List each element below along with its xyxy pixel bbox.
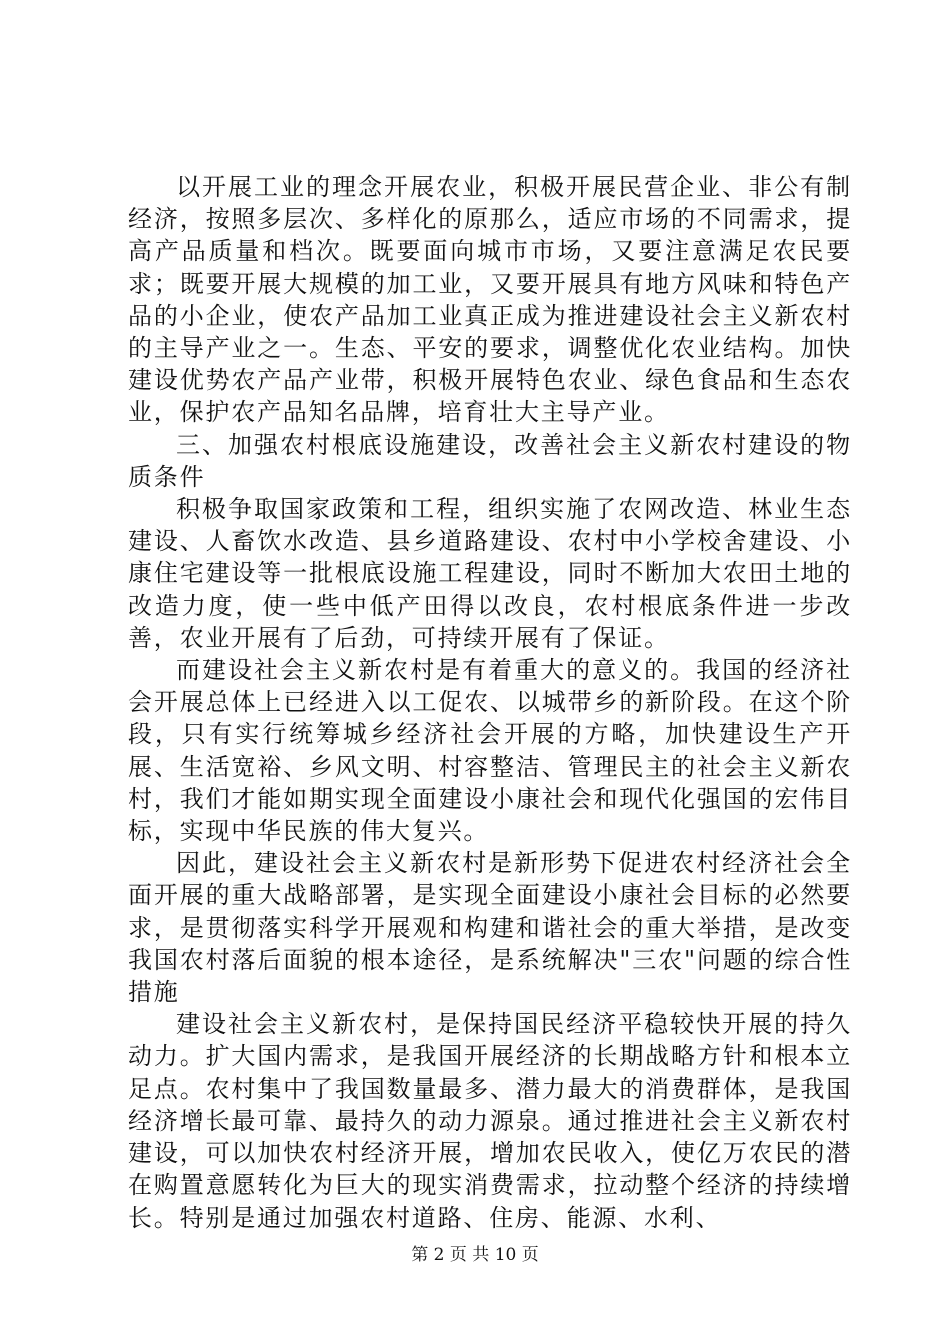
paragraph-economic-growth: 建设社会主义新农村，是保持国民经济平稳较快开展的持久动力。扩大国内需求，是我国开展经济的长期战略方针和根本立足点。农村集中了我国数量最多、潜力最大的消费群体，是我国经济增长最可靠、最持久的动力源泉。通过推进社会主义新农村建设，可以加快农村经济开展，增加农民收入，使亿万农民的潜在购置意愿转化为巨大的现实消费需求，拉动整个经济的持续增长。特别是通过加强农村道路、住房、能源、水利、 <box>128 1010 852 1232</box>
section-heading-infrastructure: 三、加强农村根底设施建设，改善社会主义新农村建设的物质条件 <box>128 430 852 491</box>
document-body <box>128 171 852 1234</box>
paragraph-infrastructure-projects: 积极争取国家政策和工程，组织实施了农网改造、林业生态建设、人畜饮水改造、县乡道路建设、农村中小学校舍建设、小康住宅建设等一批根底设施工程建设，同时不断加大农田土地的改造力度，使一些中低产田得以改良，农村根底条件进一步改善，农业开展有了后劲，可持续开展有了保证。 <box>128 495 852 652</box>
paragraph-significance: 而建设社会主义新农村是有着重大的意义的。我国的经济社会开展总体上已经进入以工促农、以城带乡的新阶段。在这个阶段，只有实行统筹城乡经济社会开展的方略，加快建设生产开展、生活宽裕、乡风文明、村容整洁、管理民主的社会主义新农村，我们才能如期实现全面建设小康社会和现代化强国的宏伟目标，实现中华民族的伟大复兴。 <box>128 656 852 846</box>
paragraph-industry-agriculture: 以开展工业的理念开展农业，积极开展民营企业、非公有制经济，按照多层次、多样化的原那么，适应市场的不同需求，提高产品质量和档次。既要面向城市市场，又要注意满足农民要求；既要开展大规模的加工业，又要开展具有地方风味和特色产品的小企业，使农产品加工业真正成为推进建设社会主义新农村的主导产业之一。生态、平安的要求，调整优化农业结构。加快建设优势农产品产业带，积极开展特色农业、绿色食品和生态农业，保护农产品知名品牌，培育壮大主导产业。 <box>128 173 852 427</box>
paragraph-strategic-deployment: 因此，建设社会主义新农村是新形势下促进农村经济社会全面开展的重大战略部署，是实现全面建设小康社会目标的必然要求，是贯彻落实科学开展观和构建和谐社会的重大举措，是改变我国农村落后面貌的根本途径，是系统解决"三农"问题的综合性措施 <box>128 849 852 1007</box>
page-number-footer: 第 2 页 共 10 页 <box>411 1245 539 1265</box>
